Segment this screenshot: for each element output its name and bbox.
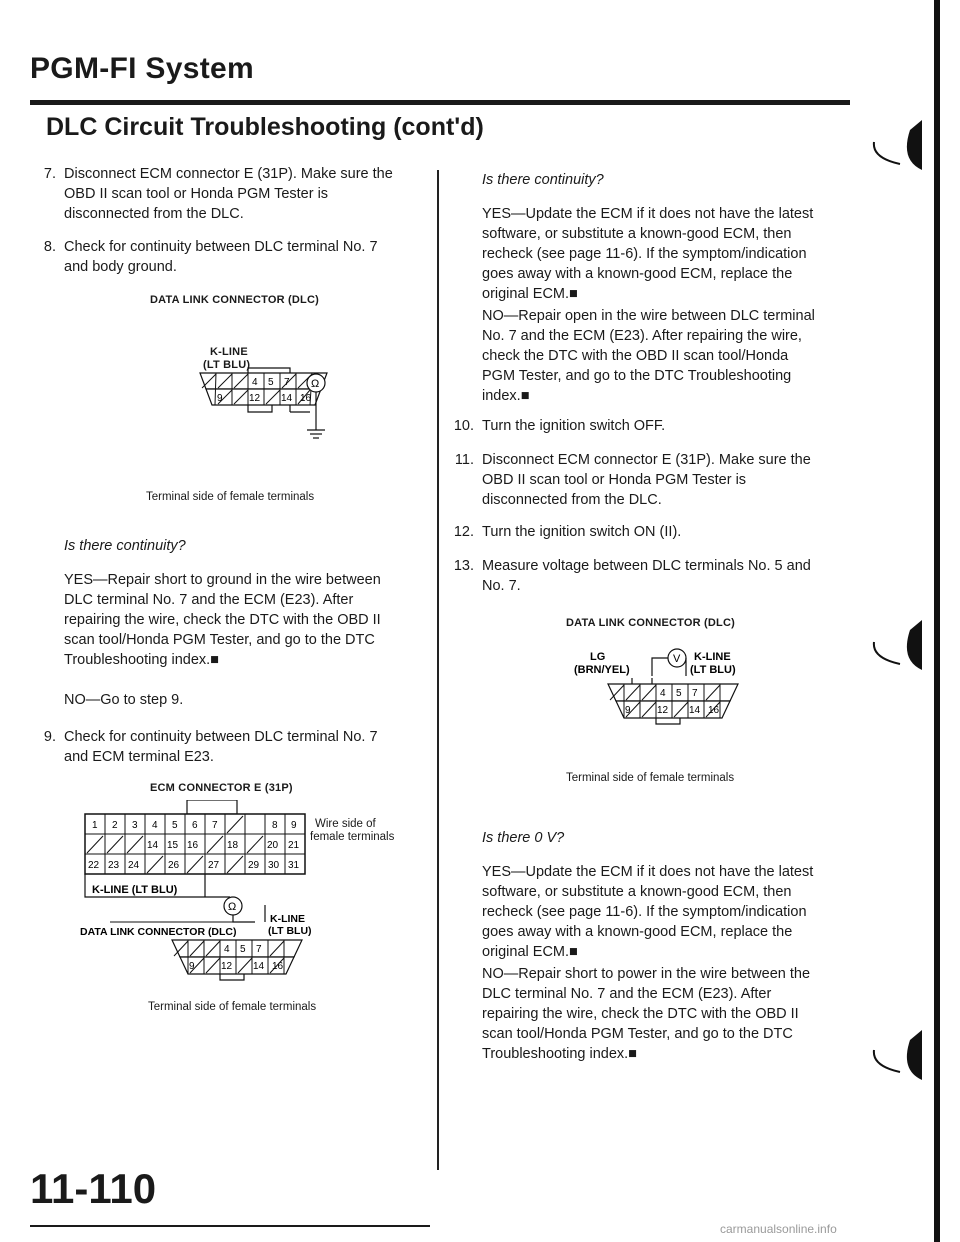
step-number: 11. bbox=[454, 452, 474, 468]
page-title: PGM-FI System bbox=[30, 52, 254, 85]
pin-number: 4 bbox=[660, 688, 666, 699]
dlc-connector-diagram bbox=[190, 340, 340, 440]
pin-number: 8 bbox=[272, 820, 278, 831]
svg-text:Ω: Ω bbox=[311, 378, 320, 390]
step-12 bbox=[452, 522, 852, 542]
page-number: 11-110 bbox=[30, 1165, 157, 1212]
pin-number: 4 bbox=[252, 377, 258, 388]
wire-label: K-LINE bbox=[270, 913, 305, 925]
pin-number: 21 bbox=[288, 840, 300, 851]
text-line: recheck (see page 11-6). If the symptom/indication bbox=[482, 246, 807, 262]
pin-number: 23 bbox=[108, 860, 120, 871]
pin-number: 31 bbox=[288, 860, 300, 871]
wire-label: K-LINE bbox=[210, 346, 248, 358]
pin-number: 30 bbox=[268, 860, 280, 871]
pin-number: 18 bbox=[227, 840, 239, 851]
svg-text:Ω: Ω bbox=[228, 901, 237, 913]
figure-caption: Terminal side of female terminals bbox=[146, 491, 315, 503]
yes-branch bbox=[64, 570, 434, 670]
figure-caption: Terminal side of female terminals bbox=[148, 1001, 317, 1013]
text-line: YES—Update the ECM if it does not have the latest bbox=[482, 206, 814, 222]
yes-branch bbox=[482, 204, 852, 304]
step-text-line: and ECM terminal E23. bbox=[64, 749, 214, 765]
figure-note: Wire side of bbox=[315, 818, 376, 830]
figure-caption: Terminal side of female terminals bbox=[566, 772, 735, 784]
text-line: goes away with a known-good ECM, replace the bbox=[482, 266, 793, 282]
text-line: scan tool/Honda PGM Tester, and go to the DTC bbox=[482, 1026, 793, 1042]
text-line: NO—Repair short to power in the wire between the bbox=[482, 966, 811, 982]
pin-number: 4 bbox=[152, 820, 158, 831]
wire-label: (LT BLU) bbox=[203, 359, 251, 371]
pin-number: 7 bbox=[212, 820, 218, 831]
no-branch bbox=[482, 964, 852, 1064]
wire-label: K-LINE bbox=[694, 651, 731, 663]
step-number: 9. bbox=[43, 729, 56, 745]
step-13 bbox=[452, 556, 852, 596]
pin-number: 16 bbox=[187, 840, 199, 851]
step-text-line: Measure voltage between DLC terminals No. 5 and bbox=[482, 558, 811, 574]
pin-number: 5 bbox=[676, 688, 682, 699]
figure-title: DATA LINK CONNECTOR (DLC) bbox=[150, 294, 319, 306]
pin-number: 5 bbox=[240, 944, 246, 955]
text-line: YES—Repair short to ground in the wire between bbox=[64, 572, 381, 588]
dlc-voltage-diagram bbox=[574, 640, 774, 740]
text-line: DLC terminal No. 7 and the ECM (E23). After bbox=[482, 986, 772, 1002]
pin-number: 14 bbox=[689, 705, 701, 716]
text-line: goes away with a known-good ECM, replace the bbox=[482, 924, 793, 940]
pin-number: 14 bbox=[147, 840, 159, 851]
question: Is there continuity? bbox=[482, 172, 604, 188]
pin-number: 7 bbox=[256, 944, 262, 955]
wire-label: K-LINE (LT BLU) bbox=[92, 884, 178, 896]
step-10 bbox=[452, 416, 852, 436]
step-text-line: No. 7. bbox=[482, 578, 521, 594]
pin-number: 16 bbox=[272, 961, 284, 972]
text-line: software, or substitute a known-good ECM, then bbox=[482, 884, 792, 900]
step-text-line: OBD II scan tool or Honda PGM Tester is bbox=[64, 186, 329, 202]
text-line: YES—Update the ECM if it does not have the latest bbox=[482, 864, 814, 880]
watermark: carmanualsonline.info bbox=[720, 1222, 837, 1236]
pin-number: 9 bbox=[291, 820, 297, 831]
no-branch: NO—Go to step 9. bbox=[64, 692, 184, 708]
step-number: 13. bbox=[453, 558, 474, 574]
text-line: scan tool/Honda PGM Tester, and go to the DTC bbox=[64, 632, 375, 648]
pin-number: 12 bbox=[249, 393, 261, 404]
text-line: repairing the wire, check the DTC with the OBD II bbox=[482, 1006, 799, 1022]
figure-note: female terminals bbox=[310, 831, 395, 843]
pin-number: 2 bbox=[112, 820, 118, 831]
question: Is there 0 V? bbox=[482, 830, 565, 846]
pin-number: 3 bbox=[132, 820, 138, 831]
step-number: 8. bbox=[43, 239, 56, 255]
wire-label: (LT BLU) bbox=[690, 664, 736, 676]
text-line: Troubleshooting index.■ bbox=[64, 652, 219, 668]
step-text-line: Turn the ignition switch OFF. bbox=[482, 418, 666, 434]
step-text-line: Disconnect ECM connector E (31P). Make sure the bbox=[64, 166, 393, 182]
text-line: original ECM.■ bbox=[482, 944, 578, 960]
pin-number: 9 bbox=[625, 705, 631, 716]
text-line: repairing the wire, check the DTC with the OBD II bbox=[64, 612, 381, 628]
wire-label: (LT BLU) bbox=[268, 925, 312, 937]
meter-label: V bbox=[673, 653, 681, 665]
pin-number: 22 bbox=[88, 860, 100, 871]
step-text-line: disconnected from the DLC. bbox=[482, 492, 662, 508]
step-7 bbox=[34, 164, 424, 224]
no-branch bbox=[482, 306, 852, 406]
figure-title: ECM CONNECTOR E (31P) bbox=[150, 782, 293, 794]
pin-number: 9 bbox=[189, 961, 195, 972]
yes-branch bbox=[482, 862, 852, 962]
step-number: 10. bbox=[453, 418, 474, 434]
step-text-line: disconnected from the DLC. bbox=[64, 206, 244, 222]
pin-number: 14 bbox=[253, 961, 265, 972]
step-text-line: Turn the ignition switch ON (II). bbox=[482, 524, 682, 540]
text-line: NO—Repair open in the wire between DLC terminal bbox=[482, 308, 815, 324]
column-divider bbox=[437, 170, 439, 1170]
text-line: PGM Tester, and go to the DTC Troubleshooting bbox=[482, 368, 792, 384]
connector-label: DATA LINK CONNECTOR (DLC) bbox=[80, 926, 237, 938]
text-line: recheck (see page 11-6). If the symptom/indication bbox=[482, 904, 807, 920]
pin-number: 16 bbox=[300, 393, 312, 404]
pin-number: 7 bbox=[692, 688, 698, 699]
pin-number: 6 bbox=[192, 820, 198, 831]
step-text-line: OBD II scan tool or Honda PGM Tester is bbox=[482, 472, 747, 488]
text-line: No. 7 and the ECM (E23). After repairing the wire, bbox=[482, 328, 802, 344]
text-line: Troubleshooting index.■ bbox=[482, 1046, 637, 1062]
figure-title: DATA LINK CONNECTOR (DLC) bbox=[566, 617, 735, 629]
pin-number: 24 bbox=[128, 860, 140, 871]
step-number: 12. bbox=[453, 524, 474, 540]
step-9 bbox=[34, 727, 424, 767]
pin-number: 14 bbox=[281, 393, 293, 404]
section-title: DLC Circuit Troubleshooting (cont'd) bbox=[46, 113, 484, 141]
step-number: 7. bbox=[43, 166, 56, 182]
text-line: DLC terminal No. 7 and the ECM (E23). After bbox=[64, 592, 354, 608]
pin-number: 9 bbox=[217, 393, 223, 404]
pin-number: 20 bbox=[267, 840, 279, 851]
pin-number: 12 bbox=[657, 705, 669, 716]
pin-number: 16 bbox=[708, 705, 720, 716]
header-rule bbox=[30, 100, 850, 105]
pin-number: 29 bbox=[248, 860, 260, 871]
pin-number: 1 bbox=[92, 820, 98, 831]
pin-number: 5 bbox=[268, 377, 274, 388]
step-text-line: Disconnect ECM connector E (31P). Make sure the bbox=[482, 452, 811, 468]
pin-number: 26 bbox=[168, 860, 180, 871]
question: Is there continuity? bbox=[64, 538, 186, 554]
margin-tab-marks bbox=[860, 100, 960, 1100]
text-line: original ECM.■ bbox=[482, 286, 578, 302]
step-11 bbox=[452, 450, 852, 510]
step-text-line: Check for continuity between DLC terminal No. 7 bbox=[64, 239, 378, 255]
pin-number: 15 bbox=[167, 840, 179, 851]
step-text-line: and body ground. bbox=[64, 259, 177, 275]
text-line: software, or substitute a known-good ECM, then bbox=[482, 226, 792, 242]
pin-number: 27 bbox=[208, 860, 220, 871]
pin-number: 7 bbox=[284, 377, 290, 388]
wire-label: LG bbox=[590, 651, 606, 663]
pin-number: 4 bbox=[224, 944, 230, 955]
step-8 bbox=[34, 237, 424, 277]
pin-number: 12 bbox=[221, 961, 233, 972]
pin-number: 5 bbox=[172, 820, 178, 831]
wire-label: (BRN/YEL) bbox=[574, 664, 630, 676]
text-line: index.■ bbox=[482, 388, 530, 404]
text-line: check the DTC with the OBD II scan tool/Honda bbox=[482, 348, 789, 364]
ecm-connector-diagram bbox=[80, 800, 440, 1000]
footer-rule bbox=[30, 1225, 430, 1227]
step-text-line: Check for continuity between DLC terminal No. 7 bbox=[64, 729, 378, 745]
